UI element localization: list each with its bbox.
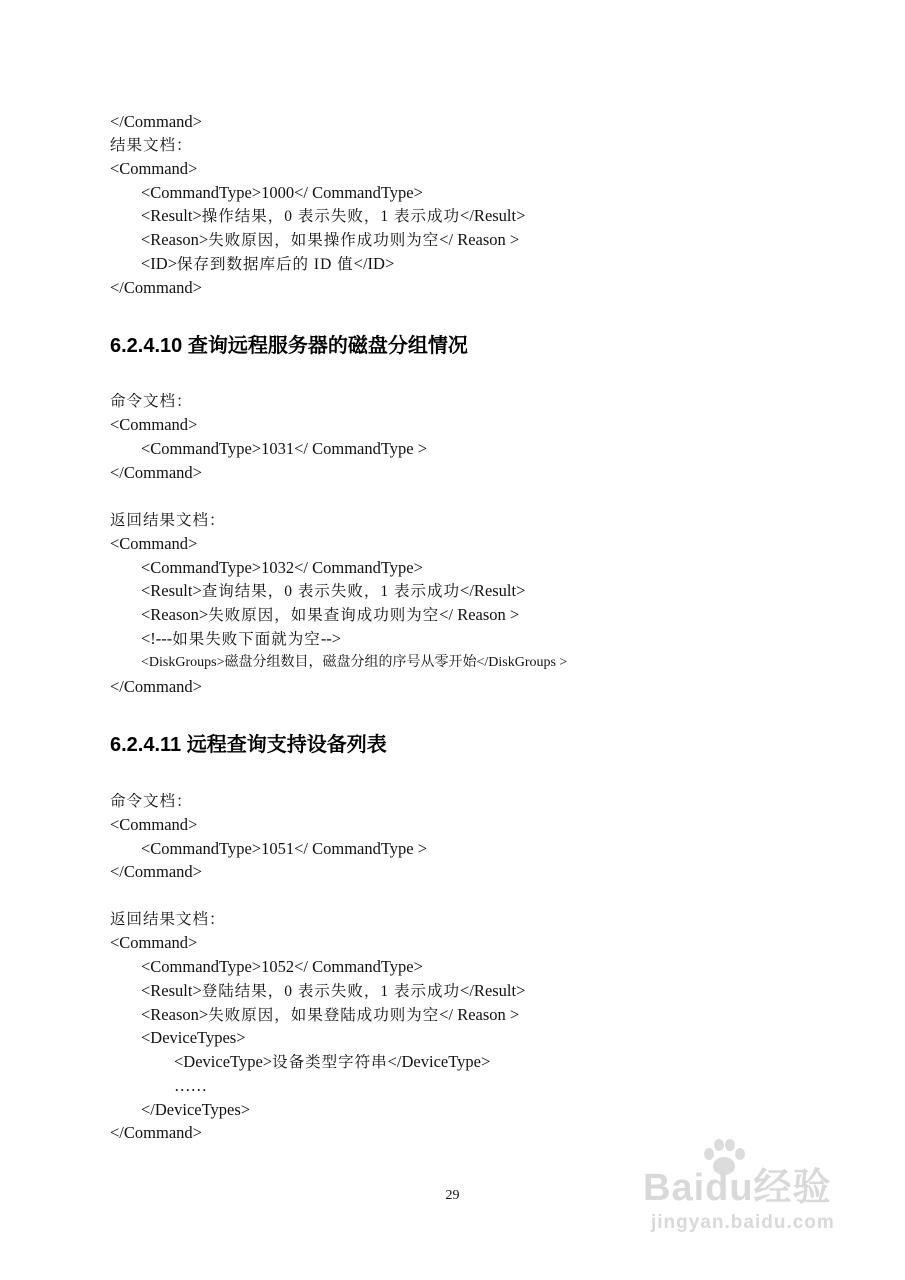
command-open-tag: <Command> bbox=[110, 415, 198, 434]
watermark-url: jingyan.baidu.com bbox=[651, 1212, 835, 1233]
comment-line: <!---如果失败下面就为空--> bbox=[141, 629, 342, 648]
section-heading-6-2-4-11: 6.2.4.11 远程查询支持设备列表 bbox=[110, 734, 387, 756]
watermark-logo: Baidu经验 bbox=[643, 1167, 832, 1209]
command-type-line: <CommandType>1052</ CommandType> bbox=[141, 957, 423, 976]
result-line: <Result>查询结果，0 表示失败，1 表示成功</Result> bbox=[141, 581, 526, 600]
command-close-tag: </Command> bbox=[110, 278, 202, 297]
command-type-line: <CommandType>1051</ CommandType > bbox=[141, 839, 428, 858]
device-types-open-tag: <DeviceTypes> bbox=[141, 1028, 246, 1047]
command-type-line: <CommandType>1032</ CommandType> bbox=[141, 558, 423, 577]
reason-line: <Reason>失败原因，如果操作成功则为空</ Reason > bbox=[141, 230, 520, 249]
ellipsis: …… bbox=[174, 1076, 207, 1095]
return-doc-label: 返回结果文档： bbox=[110, 911, 226, 928]
reason-line: <Reason>失败原因，如果查询成功则为空</ Reason > bbox=[141, 605, 520, 624]
baidu-watermark bbox=[643, 1138, 853, 1248]
command-open-tag: <Command> bbox=[110, 159, 198, 178]
section-heading-6-2-4-10: 6.2.4.10 查询远程服务器的磁盘分组情况 bbox=[110, 335, 468, 357]
device-types-close-tag: </DeviceTypes> bbox=[141, 1100, 251, 1119]
command-close-tag: </Command> bbox=[110, 862, 202, 881]
command-close-tag: </Command> bbox=[110, 1123, 202, 1142]
command-open-tag: <Command> bbox=[110, 815, 198, 834]
reason-line: <Reason>失败原因，如果登陆成功则为空</ Reason > bbox=[141, 1005, 520, 1024]
command-doc-label: 命令文档： bbox=[110, 393, 193, 410]
command-close-tag: </Command> bbox=[110, 677, 202, 696]
page-number: 29 bbox=[445, 1188, 460, 1203]
device-type-line: <DeviceType>设备类型字符串</DeviceType> bbox=[174, 1052, 491, 1071]
result-line: <Result>登陆结果，0 表示失败，1 表示成功</Result> bbox=[141, 981, 526, 1000]
command-open-tag: <Command> bbox=[110, 933, 198, 952]
command-close-tag: </Command> bbox=[110, 112, 202, 131]
result-doc-label: 结果文档： bbox=[110, 137, 193, 154]
command-open-tag: <Command> bbox=[110, 534, 198, 553]
id-line: <ID>保存到数据库后的 ID 值</ID> bbox=[141, 254, 395, 273]
result-line: <Result>操作结果，0 表示失败，1 表示成功</Result> bbox=[141, 206, 526, 225]
command-close-tag: </Command> bbox=[110, 463, 202, 482]
command-type-line: <CommandType>1031</ CommandType > bbox=[141, 439, 428, 458]
command-doc-label: 命令文档： bbox=[110, 793, 193, 810]
command-type-line: <CommandType>1000</ CommandType> bbox=[141, 183, 423, 202]
disk-groups-line: <DiskGroups>磁盘分组数目，磁盘分组的序号从零开始</DiskGroups > bbox=[141, 655, 568, 670]
return-doc-label: 返回结果文档： bbox=[110, 512, 226, 529]
